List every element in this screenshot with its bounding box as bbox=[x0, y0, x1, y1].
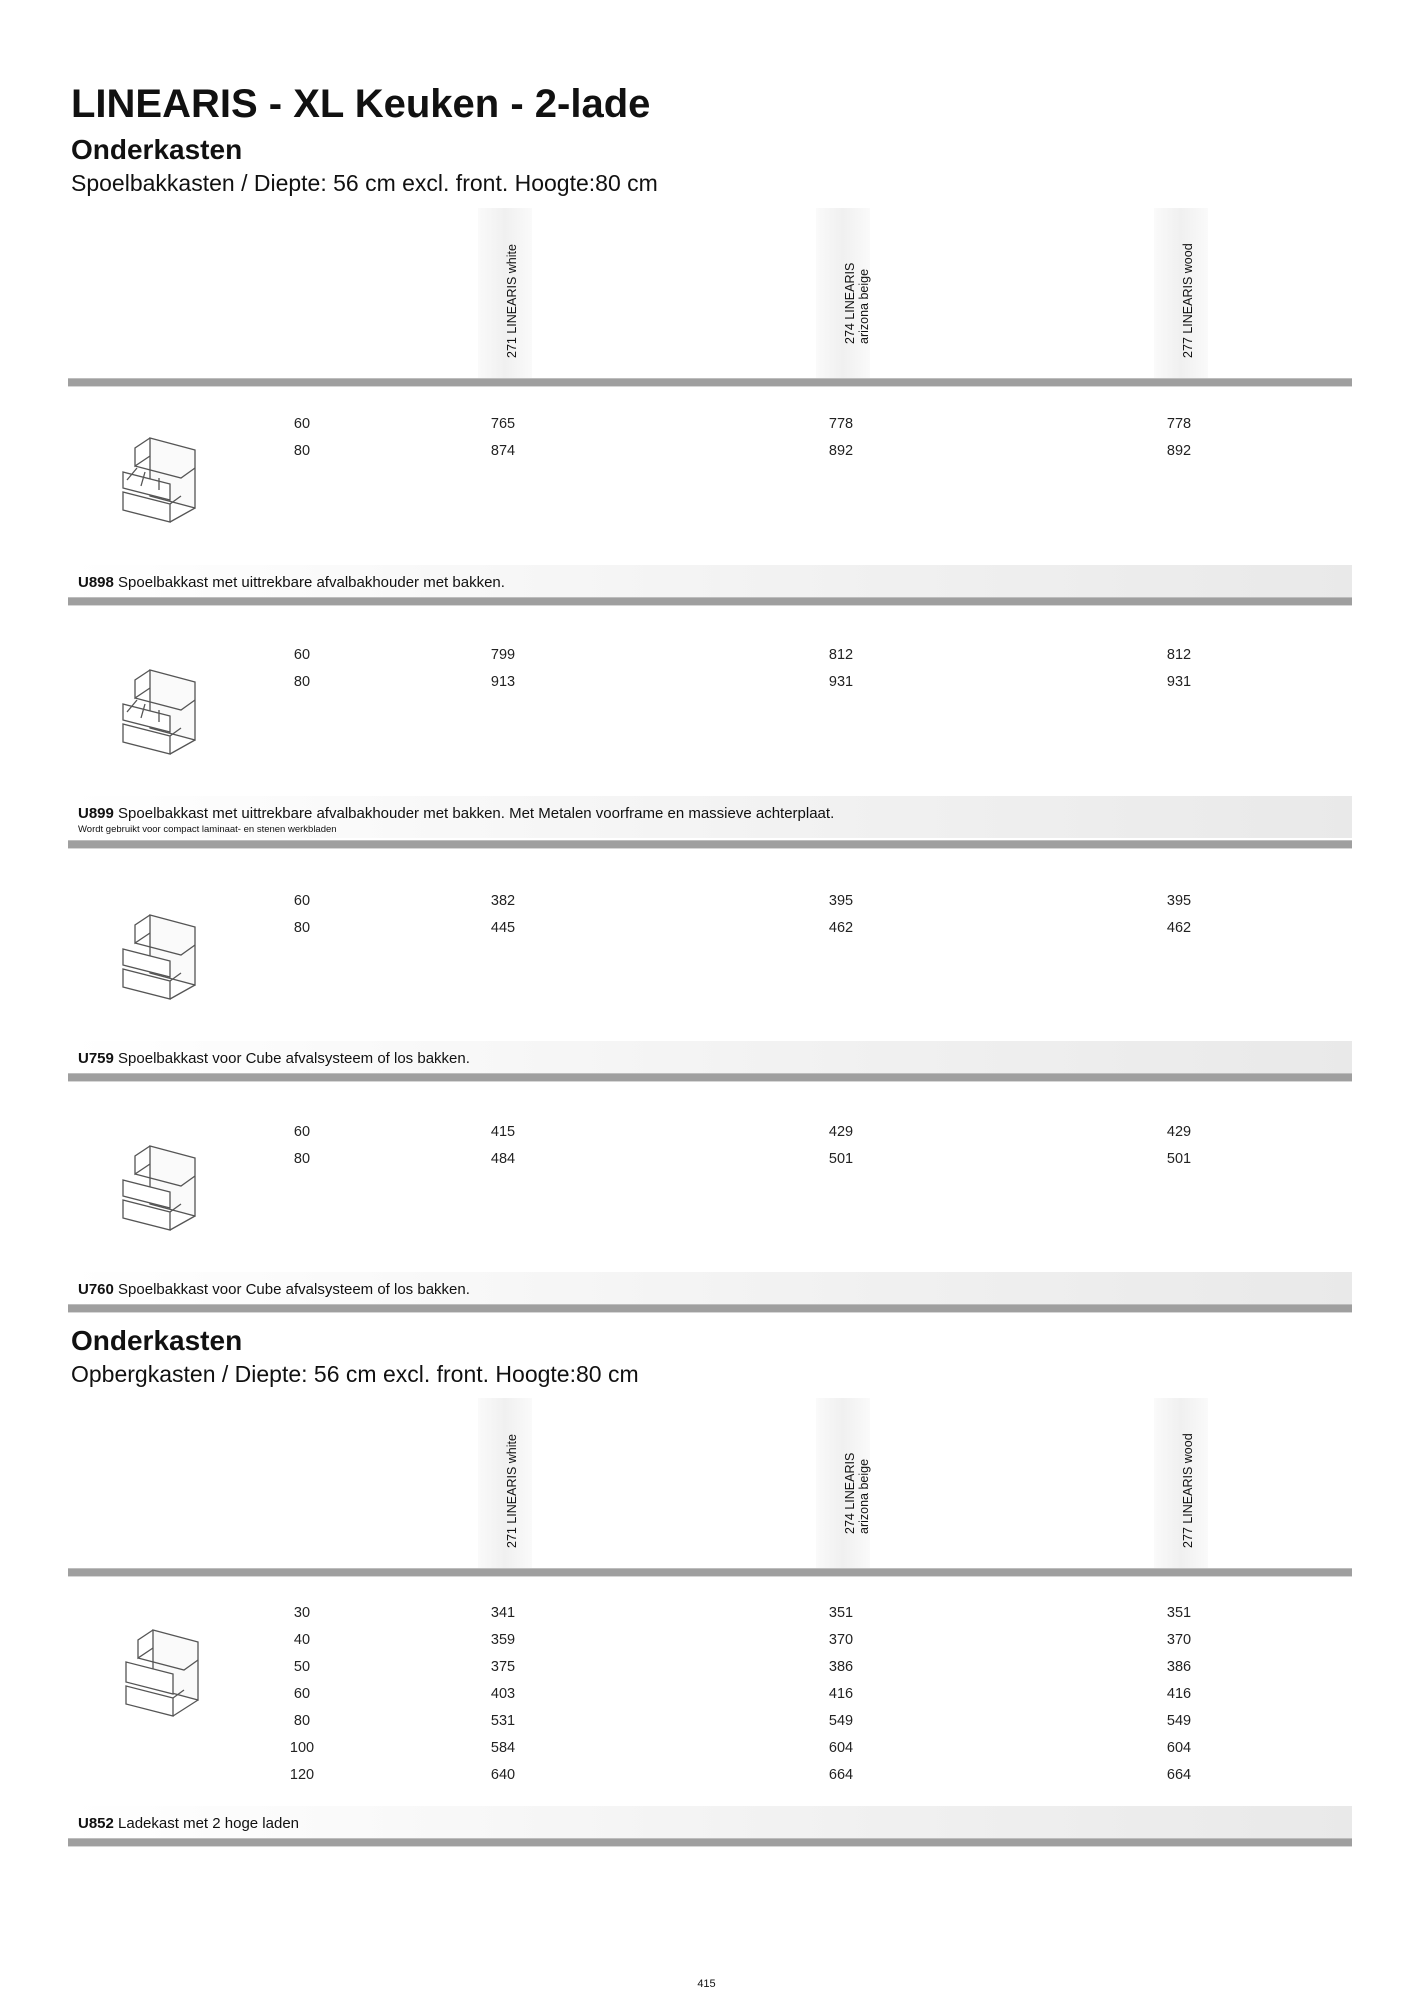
header-rule bbox=[68, 378, 1352, 387]
section-subheading: Spoelbakkasten / Diepte: 56 cm excl. front. Hoogte:80 cm bbox=[71, 170, 658, 196]
price-cell: 416 bbox=[828, 1686, 854, 1702]
price-cell: 799 bbox=[490, 647, 516, 663]
price-cell: 462 bbox=[828, 920, 854, 936]
price-cell: 386 bbox=[1166, 1659, 1192, 1675]
product-description bbox=[68, 796, 1352, 838]
product-rule bbox=[68, 1304, 1352, 1313]
drawer-cabinet-icon bbox=[118, 1622, 208, 1722]
product-rule bbox=[68, 1838, 1352, 1847]
width-cell: 80 bbox=[293, 920, 311, 936]
width-cell: 40 bbox=[293, 1632, 311, 1648]
price-cell: 484 bbox=[490, 1151, 516, 1167]
price-cell: 375 bbox=[490, 1659, 516, 1675]
product-description-text: Spoelbakkast met uittrekbare afvalbakhouder met bakken. bbox=[118, 574, 505, 591]
product-rule bbox=[68, 1073, 1352, 1082]
width-cell: 60 bbox=[293, 647, 311, 663]
price-cell: 931 bbox=[828, 674, 854, 690]
price-cell: 664 bbox=[828, 1767, 854, 1783]
product-code: U759 bbox=[78, 1050, 114, 1067]
product-note: Wordt gebruikt voor compact laminaat- en stenen werkbladen bbox=[78, 824, 337, 835]
price-cell: 370 bbox=[1166, 1632, 1192, 1648]
price-cell: 892 bbox=[1166, 443, 1192, 459]
sink-cabinet-metal-frame-icon bbox=[115, 662, 205, 762]
price-cell: 351 bbox=[828, 1605, 854, 1621]
price-cell: 604 bbox=[1166, 1740, 1192, 1756]
price-cell: 531 bbox=[490, 1713, 516, 1729]
price-cell: 812 bbox=[828, 647, 854, 663]
price-cell: 395 bbox=[828, 893, 854, 909]
price-cell: 351 bbox=[1166, 1605, 1192, 1621]
width-cell: 60 bbox=[293, 1686, 311, 1702]
width-cell: 30 bbox=[293, 1605, 311, 1621]
page-number: 415 bbox=[697, 1978, 716, 1990]
width-cell: 80 bbox=[293, 443, 311, 459]
price-cell: 370 bbox=[828, 1632, 854, 1648]
price-cell: 584 bbox=[490, 1740, 516, 1756]
width-cell: 80 bbox=[293, 1713, 311, 1729]
product-rule bbox=[68, 597, 1352, 606]
product-description bbox=[68, 565, 1352, 597]
price-cell: 549 bbox=[828, 1713, 854, 1729]
price-cell: 765 bbox=[490, 416, 516, 432]
width-cell: 80 bbox=[293, 674, 311, 690]
price-cell: 341 bbox=[490, 1605, 516, 1621]
column-header-wood: 277 LINEARIS wood bbox=[1154, 208, 1208, 378]
price-cell: 386 bbox=[828, 1659, 854, 1675]
width-cell: 60 bbox=[293, 893, 311, 909]
product-description-text: Spoelbakkast met uittrekbare afvalbakhouder met bakken. Met Metalen voorframe en massieve achterplaat. bbox=[118, 805, 835, 822]
price-cell: 874 bbox=[490, 443, 516, 459]
column-header-arizona-beige: 274 LINEARIS arizona beige bbox=[816, 208, 870, 378]
price-cell: 395 bbox=[1166, 893, 1192, 909]
price-cell: 778 bbox=[1166, 416, 1192, 432]
width-cell: 80 bbox=[293, 1151, 311, 1167]
product-description bbox=[68, 1806, 1352, 1838]
price-cell: 664 bbox=[1166, 1767, 1192, 1783]
width-cell: 100 bbox=[289, 1740, 315, 1756]
sink-cabinet-waste-bin-icon bbox=[115, 430, 205, 530]
product-rule bbox=[68, 840, 1352, 849]
width-cell: 120 bbox=[289, 1767, 315, 1783]
price-cell: 640 bbox=[490, 1767, 516, 1783]
column-header-arizona-beige: 274 LINEARIS arizona beige bbox=[816, 1398, 870, 1568]
price-cell: 359 bbox=[490, 1632, 516, 1648]
price-cell: 501 bbox=[828, 1151, 854, 1167]
page-title: LINEARIS - XL Keuken - 2-lade bbox=[71, 82, 651, 126]
section-heading: Onderkasten bbox=[71, 1325, 243, 1356]
column-header-white: 271 LINEARIS white bbox=[478, 208, 532, 378]
price-cell: 416 bbox=[1166, 1686, 1192, 1702]
header-rule bbox=[68, 1568, 1352, 1577]
price-cell: 403 bbox=[490, 1686, 516, 1702]
price-cell: 931 bbox=[1166, 674, 1192, 690]
price-cell: 429 bbox=[1166, 1124, 1192, 1140]
product-code: U852 bbox=[78, 1815, 114, 1832]
width-cell: 50 bbox=[293, 1659, 311, 1675]
price-cell: 462 bbox=[1166, 920, 1192, 936]
price-cell: 892 bbox=[828, 443, 854, 459]
price-cell: 812 bbox=[1166, 647, 1192, 663]
product-description bbox=[68, 1041, 1352, 1073]
width-cell: 60 bbox=[293, 416, 311, 432]
price-cell: 604 bbox=[828, 1740, 854, 1756]
section-heading: Onderkasten bbox=[71, 134, 243, 165]
product-code: U898 bbox=[78, 574, 114, 591]
section-subheading: Opbergkasten / Diepte: 56 cm excl. front. Hoogte:80 cm bbox=[71, 1361, 639, 1387]
price-cell: 382 bbox=[490, 893, 516, 909]
price-cell: 429 bbox=[828, 1124, 854, 1140]
product-code: U760 bbox=[78, 1281, 114, 1298]
product-description-text: Ladekast met 2 hoge laden bbox=[118, 1815, 299, 1832]
price-cell: 778 bbox=[828, 416, 854, 432]
price-cell: 445 bbox=[490, 920, 516, 936]
price-cell: 415 bbox=[490, 1124, 516, 1140]
column-header-wood: 277 LINEARIS wood bbox=[1154, 1398, 1208, 1568]
product-description-text: Spoelbakkast voor Cube afvalsysteem of los bakken. bbox=[118, 1281, 470, 1298]
price-cell: 913 bbox=[490, 674, 516, 690]
price-cell: 549 bbox=[1166, 1713, 1192, 1729]
product-description bbox=[68, 1272, 1352, 1304]
sink-cabinet-cube-icon bbox=[115, 1138, 205, 1238]
column-header-white: 271 LINEARIS white bbox=[478, 1398, 532, 1568]
sink-cabinet-cube-icon bbox=[115, 907, 205, 1007]
product-code: U899 bbox=[78, 805, 114, 822]
price-cell: 501 bbox=[1166, 1151, 1192, 1167]
product-description-text: Spoelbakkast voor Cube afvalsysteem of los bakken. bbox=[118, 1050, 470, 1067]
width-cell: 60 bbox=[293, 1124, 311, 1140]
